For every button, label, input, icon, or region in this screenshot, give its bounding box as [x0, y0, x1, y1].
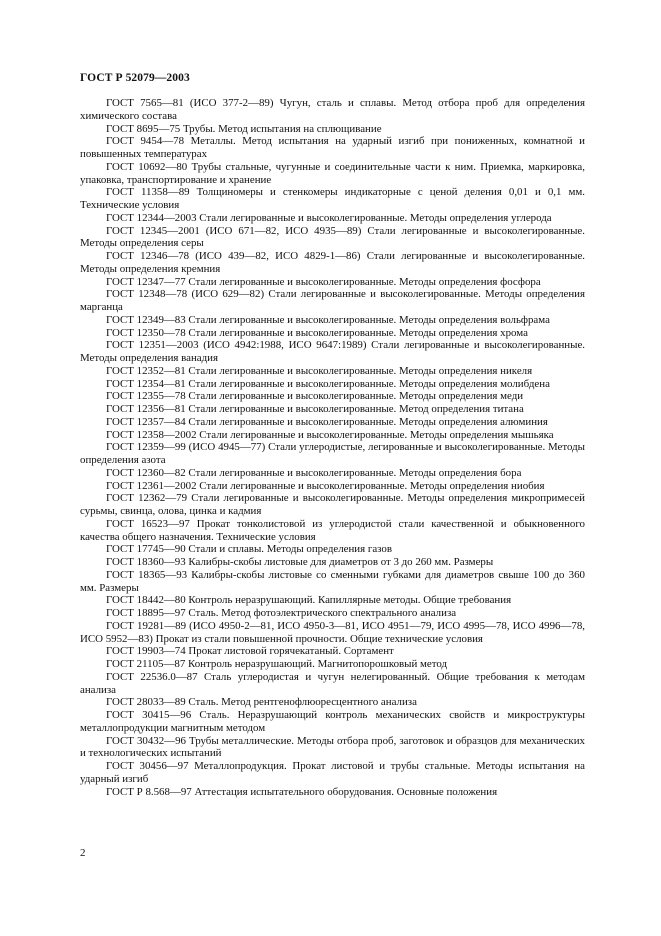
reference-entry: ГОСТ 18895—97 Сталь. Метод фотоэлектрического спектрального анализа: [106, 607, 457, 619]
document-header: ГОСТ Р 52079—2003: [80, 72, 190, 84]
reference-entry: ГОСТ Р 8.568—97 Аттестация испытательного оборудования. Основные положения: [106, 785, 498, 798]
reference-entry: ГОСТ 9454—78 Металлы. Метод испытания на ударный изгиб при пониженных, комнатной и повышенных температурах: [80, 135, 585, 160]
reference-entry: ГОСТ 12354—81 Стали легированные и высоколегированные. Методы определения молибдена: [106, 377, 550, 390]
reference-entry: ГОСТ 12346—78 (ИСО 439—82, ИСО 4829-1—86) Стали легированные и высоколегированные. Методы определения кремния: [80, 250, 585, 275]
reference-entry: ГОСТ 12360—82 Стали легированные и высоколегированные. Методы определения бора: [106, 466, 522, 479]
reference-entry: ГОСТ 12351—2003 (ИСО 4942:1988, ИСО 9647:1989) Стали легированные и высоколегированные. Методы определения ванадия: [80, 339, 585, 364]
reference-entry: ГОСТ 12358—2002 Стали легированные и высоколегированные. Методы определения мышьяка: [106, 428, 554, 441]
reference-entry: ГОСТ 21105—87 Контроль неразрушающий. Магнитопорошковый метод: [106, 658, 448, 670]
reference-entry: ГОСТ 12345—2001 (ИСО 671—82, ИСО 4935—89) Стали легированные и высоколегированные. Методы определения серы: [80, 224, 585, 250]
reference-entry: ГОСТ 12352—81 Стали легированные и высоколегированные. Методы определения никеля: [106, 364, 533, 377]
reference-entry: ГОСТ 28033—89 Сталь. Метод рентгенофлюоресцентного анализа: [106, 696, 417, 709]
reference-entry: ГОСТ 19281—89 (ИСО 4950-2—81, ИСО 4950-3—81, ИСО 4951—79, ИСО 4995—78, ИСО 4996—78, ИСО 5952—83) Прокат из стали повышенной прочности. Общие технические условия: [80, 619, 585, 645]
reference-entry: ГОСТ 22536.0—87 Сталь углеродистая и чугун нелегированный. Общие требования к методам анализа: [80, 670, 585, 696]
reference-entry: ГОСТ 19903—74 Прокат листовой горячекатаный. Сортамент: [106, 645, 394, 658]
reference-entry: ГОСТ 12347—77 Стали легированные и высоколегированные. Методы определения фосфора: [106, 275, 541, 288]
reference-entry: ГОСТ 12344—2003 Стали легированные и высоколегированные. Методы определения углерода: [106, 211, 552, 224]
normative-references-list: [80, 97, 585, 798]
reference-entry: ГОСТ 18442—80 Контроль неразрушающий. Капиллярные методы. Общие требования: [106, 594, 512, 607]
reference-entry: ГОСТ 11358—89 Толщиномеры и стенкомеры индикаторные с ценой деления 0,01 и 0,1 мм. Технические условия: [80, 186, 585, 211]
reference-entry: ГОСТ 30415—96 Сталь. Неразрушающий контроль механических свойств и микроструктуры металлопродукции магнитным методом: [80, 709, 585, 734]
reference-entry: ГОСТ 30432—96 Трубы металлические. Методы отбора проб, заготовок и образцов для механических и технологических испытаний: [80, 734, 585, 760]
reference-entry: ГОСТ 16523—97 Прокат тонколистовой из углеродистой стали качественной и обыкновенного качества общего назначения. Технические условия: [80, 517, 585, 543]
page-number: 2: [80, 847, 86, 859]
reference-entry: ГОСТ 12348—78 (ИСО 629—82) Стали легированные и высоколегированные. Методы определения марганца: [80, 288, 585, 313]
reference-entry: ГОСТ 18360—93 Калибры-скобы листовые для диаметров от 3 до 260 мм. Размеры: [106, 556, 494, 568]
reference-entry: ГОСТ 12350—78 Стали легированные и высоколегированные. Методы определения хрома: [106, 326, 528, 339]
reference-entry: ГОСТ 12349—83 Стали легированные и высоколегированные. Методы определения вольфрама: [106, 313, 550, 326]
reference-entry: ГОСТ 12359—99 (ИСО 4945—77) Стали углеродистые, легированные и высоколегированные. Методы определения азота: [80, 441, 585, 466]
reference-entry: ГОСТ 12357—84 Стали легированные и высоколегированные. Методы определения алюминия: [106, 415, 548, 428]
reference-entry: ГОСТ 12356—81 Стали легированные и высоколегированные. Метод определения титана: [106, 403, 524, 415]
reference-entry: ГОСТ 12361—2002 Стали легированные и высоколегированные. Методы определения ниобия: [106, 479, 545, 492]
reference-entry: ГОСТ 10692—80 Трубы стальные, чугунные и соединительные части к ним. Приемка, маркировка, упаковка, транспортирование и хранение: [80, 160, 585, 186]
reference-entry: ГОСТ 17745—90 Стали и сплавы. Методы определения газов: [106, 543, 392, 556]
reference-entry: ГОСТ 7565—81 (ИСО 377-2—89) Чугун, сталь и сплавы. Метод отбора проб для определения химического состава: [80, 97, 585, 122]
reference-entry: ГОСТ 30456—97 Металлопродукция. Прокат листовой и трубы стальные. Методы испытания на ударный изгиб: [80, 760, 585, 785]
reference-entry: ГОСТ 12362—79 Стали легированные и высоколегированные. Методы определения микропримесей сурьмы, свинца, олова, цинка и кадмия: [80, 492, 585, 517]
reference-entry: ГОСТ 18365—93 Калибры-скобы листовые со сменными губками для диаметров свыше 100 до 360 мм. Размеры: [80, 568, 585, 594]
reference-entry: ГОСТ 8695—75 Трубы. Метод испытания на сплющивание: [106, 122, 382, 135]
reference-entry: ГОСТ 12355—78 Стали легированные и высоколегированные. Методы определения меди: [106, 390, 524, 403]
